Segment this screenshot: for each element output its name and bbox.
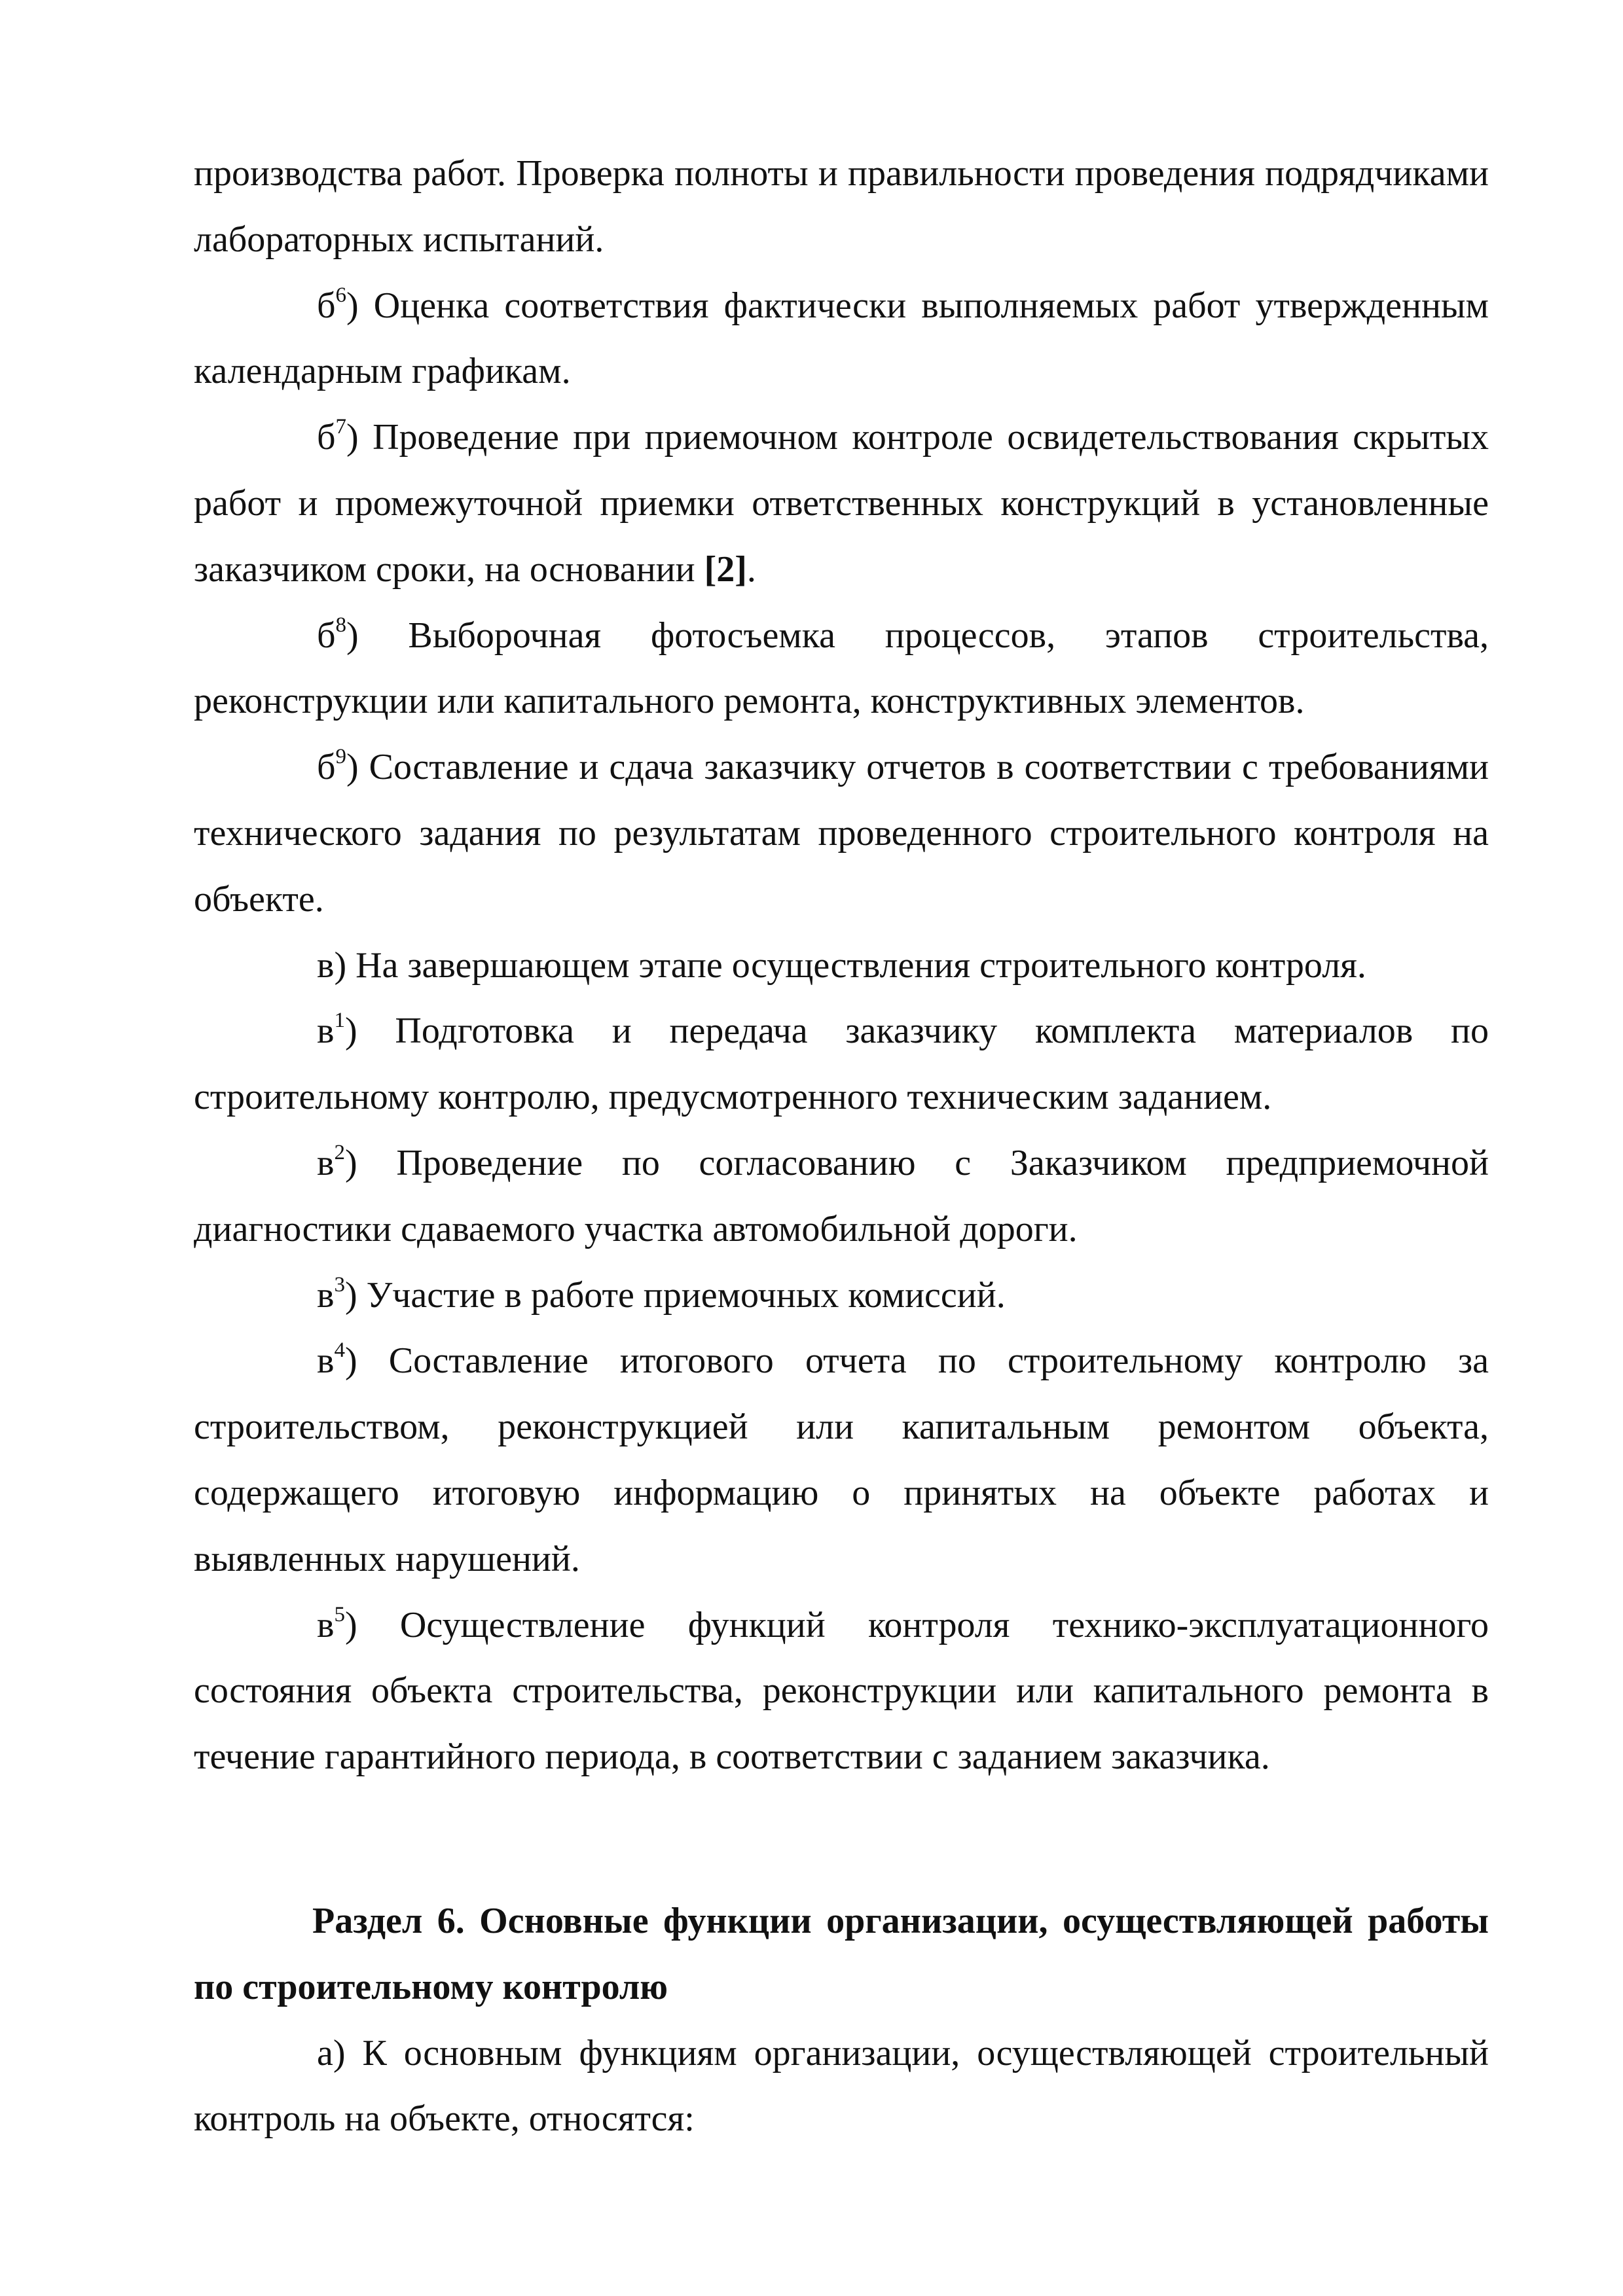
item-marker: $в^5$) (317, 1602, 357, 1645)
item-marker: $в^2$) (317, 1140, 357, 1183)
paragraph-b6: $б^6$) Оценка соответствия фактически выполняемых работ утвержденным календарным графикам. (194, 283, 1489, 392)
document-page (194, 141, 1489, 2152)
item-marker: $в^4$) (317, 1338, 357, 1382)
section-heading: Раздел 6. Основные функции организации, осуществляющей работы по строительному контролю (194, 1900, 1489, 2007)
paragraph-v4: $в^4$) Составление итогового отчета по строительному контролю за строительством, реконструкцией или капитальным ремонтом объекта, содержащего итоговую информацию о принятых на объекте работах и выявленных нарушений. (194, 1338, 1489, 1579)
paragraph-b8: $б^8$) Выборочная фотосъемка процессов, этапов строительства, реконструкции или капитального ремонта, конструктивных элементов. (194, 613, 1489, 722)
item-marker: $в^1$) (317, 1009, 357, 1052)
paragraph-a: а) К основным функциям организации, осуществляющей строительный контроль на объекте, относятся: (194, 2032, 1489, 2140)
paragraph-v3: $в^3$) Участие в работе приемочных комиссий. (317, 1272, 1006, 1316)
paragraph-b9: $б^9$) Составление и сдача заказчику отчетов в соответствии с требованиями технического задания по результатам проведенного строительного контроля на объекте. (194, 745, 1489, 920)
item-marker: $в^3$) (317, 1272, 357, 1316)
item-marker: $б^9$) (317, 745, 359, 788)
paragraph-v5: $в^5$) Осуществление функций контроля технико-эксплуатационного состояния объекта строительства, реконструкции или капитального ремонта в течение гарантийного периода, в соответствии с заданием заказчика. (194, 1602, 1489, 1778)
paragraph-continuation: производства работ. Проверка полноты и правильности проведения подрядчиками лабораторных испытаний. (194, 153, 1489, 260)
reference-link: [2] (704, 548, 747, 590)
item-marker: $б^6$) (317, 283, 359, 326)
paragraph-v1: $в^1$) Подготовка и передача заказчику комплекта материалов по строительному контролю, предусмотренного техническим заданием. (194, 1009, 1489, 1118)
paragraph-v2: $в^2$) Проведение по согласованию с Заказчиком предприемочной диагностики сдаваемого участка автомобильной дороги. (194, 1140, 1489, 1249)
item-marker: $б^7$) (317, 415, 359, 458)
paragraph-b7: $б^7$) Проведение при приемочном контроле освидетельствования скрытых работ и промежуточной приемки ответственных конструкций в установленные заказчиком сроки, на основании [2]. (194, 415, 1489, 590)
paragraph-v: в) На завершающем этапе осуществления строительного контроля. (317, 944, 1366, 986)
item-marker: $б^8$) (317, 613, 359, 656)
